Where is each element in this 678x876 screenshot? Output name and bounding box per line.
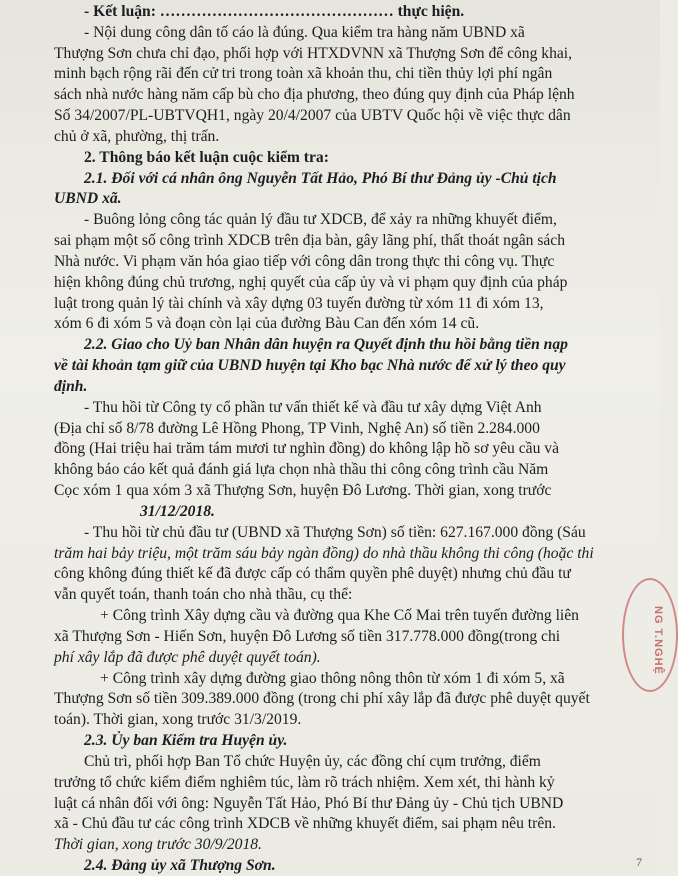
text-line: phí xây lắp đã được phê duyệt quyết toán).	[54, 648, 321, 666]
text-line: không báo cáo kết quả đánh giá lựa chọn nhà thầu thi công công trình cầu Năm	[54, 461, 549, 479]
subsection-heading: định.	[54, 377, 88, 395]
subsection-heading: 2.2. Giao cho Uỷ ban Nhân dân huyện ra Quyết định thu hồi bằng tiền nạp	[84, 336, 568, 354]
text-line: xã - Chủ đầu tư các công trình XDCB về những khuyết điểm, sai phạm nêu trên.	[54, 815, 556, 833]
text-line: Thời gian, xong trước 30/9/2018.	[54, 836, 262, 854]
text-line: toán). Thời gian, xong trước 31/3/2019.	[54, 711, 302, 729]
text-line: sai phạm một số công trình XDCB trên địa bàn, gây lãng phí, thất thoát ngân sách	[54, 232, 566, 250]
text-line: Chủ trì, phối hợp Ban Tổ chức Huyện ủy, các đồng chí cụm trưởng, điểm	[84, 752, 541, 770]
text-line: xã Thượng Sơn - Hiến Sơn, huyện Đô Lương số tiền 317.778.000 đồng(trong chi	[54, 627, 561, 645]
subsection-heading: UBND xã.	[54, 190, 122, 208]
text-line: trăm hai bảy triệu, một trăm sáu bảy ngàn đồng) do nhà thầu không thi công (hoặc thi	[54, 544, 594, 562]
text-line: hiện không đúng chủ trương, nghị quyết của cấp ủy và vi phạm quy định của pháp	[54, 273, 568, 291]
text-line: Cọc xóm 1 qua xóm 3 xã Thượng Sơn, huyện Đô Lương. Thời gian, xong trước	[54, 482, 552, 500]
text-line: - Buông lỏng công tác quản lý đầu tư XDCB, để xảy ra những khuyết điểm,	[84, 211, 557, 229]
conclusion-heading: - Kết luận: ……………………………………… thực hiện.	[84, 3, 465, 20]
subsection-heading: 2.3. Ủy ban Kiểm tra Huyện ủy.	[84, 732, 288, 750]
text-line: Thượng Sơn chưa chỉ đạo, phối hợp với HTXDVNN xã Thượng Sơn để công khai,	[54, 44, 573, 62]
page-number: 7	[636, 855, 642, 869]
text-line: + Công trình xây dựng đường giao thông nông thôn từ xóm 1 đi xóm 5, xã	[100, 669, 565, 687]
text-line: - Nội dung công dân tố cáo là đúng. Qua kiểm tra hàng năm UBND xã	[84, 23, 525, 41]
red-seal-stamp	[622, 578, 678, 692]
text-line: - Thu hồi từ chủ đầu tư (UBND xã Thượng Sơn) số tiền: 627.167.000 đồng (Sáu	[84, 523, 586, 541]
text-line: minh bạch rộng rãi đến cử tri trong toàn xã khoản thu, chi tiền thủy lợi phí ngân	[54, 65, 553, 83]
text-line: sách nhà nước hàng năm cấp bù cho địa phương, theo đúng quy định của Pháp lệnh	[54, 86, 575, 104]
text-line: xóm 6 đi xóm 5 và đoạn còn lại của đường Bàu Can đến xóm 14 cũ.	[54, 315, 480, 333]
text-line: Thượng Sơn số tiền 309.389.000 đồng (trong chi phí xây lắp đã được phê duyệt quyết	[54, 690, 590, 708]
deadline-text: 31/12/2018.	[140, 502, 215, 520]
text-line: - Thu hồi từ Công ty cổ phần tư vấn thiết kế và đầu tư xây dựng Việt Anh	[84, 398, 542, 416]
text-line: Số 34/2007/PL-UBTVQH1, ngày 20/4/2007 của UBTV Quốc hội về việc thực dân	[54, 107, 571, 125]
text-line: luật cá nhân đối với ông: Nguyễn Tất Hảo, Phó Bí thư Đảng ủy - Chủ tịch UBND	[54, 794, 564, 812]
text-line: (Địa chỉ số 8/78 đường Lê Hồng Phong, TP Vinh, Nghệ An) số tiền 2.284.000	[54, 419, 540, 437]
text-line: vẫn quyết toán, thanh toán cho nhà thầu, cụ thể:	[54, 586, 353, 604]
stamp-lettering: NG T.NGHỆ	[652, 606, 664, 675]
text-line: + Công trình Xây dựng cầu và đường qua Khe Cố Mai trên tuyến đường liên	[100, 607, 579, 625]
subsection-heading: về tài khoản tạm giữ của UBND huyện tại Kho bạc Nhà nước để xử lý theo quy	[54, 357, 566, 375]
text-line: Nhà nước. Vi phạm văn hóa giao tiếp với công dân trong thực thi công vụ. Thực	[54, 252, 555, 270]
text-line: đồng (Hai triệu hai trăm tám mươi tư nghìn đồng) do không lập hồ sơ yêu cầu và	[54, 440, 560, 458]
text-line: công không đúng thiết kế đã được cấp có thẩm quyền phê duyệt) nhưng chủ đầu tư	[54, 565, 571, 583]
text-line: trưởng tổ chức kiểm điểm nghiêm túc, làm rõ trách nhiệm. Xem xét, thi hành kỷ	[54, 773, 555, 791]
subsection-heading: 2.4. Đảng ủy xã Thượng Sơn.	[84, 857, 276, 874]
text-line: chủ ở xã, phường, thị trấn.	[54, 127, 220, 145]
subsection-heading: 2.1. Đối với cá nhân ông Nguyễn Tất Hảo, Phó Bí thư Đảng ủy -Chủ tịch	[84, 169, 557, 187]
section-heading: 2. Thông báo kết luận cuộc kiểm tra:	[84, 148, 329, 166]
text-line: luật trong quản lý tài chính và xây dựng 03 tuyến đường từ xóm 11 đi xóm 13,	[54, 294, 544, 312]
